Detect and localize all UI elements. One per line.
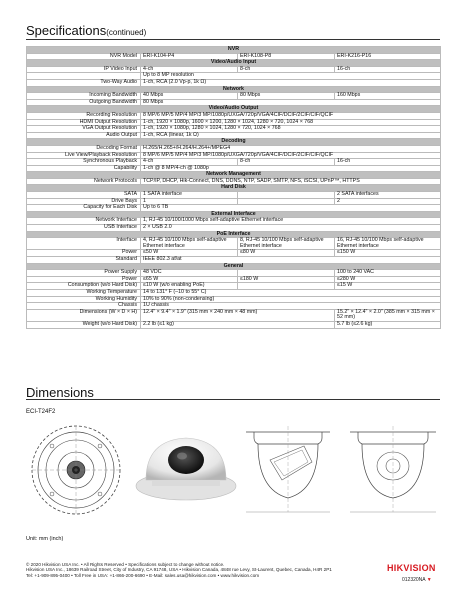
spec-value: H.265/H.265+/H.264/H.264+/MPEG4 xyxy=(141,145,441,152)
spec-label: Power xyxy=(27,250,141,257)
spec-label: Weight (w/o Hard Disk) xyxy=(27,321,141,328)
specifications-rule xyxy=(26,39,440,40)
section-header-row xyxy=(27,47,441,54)
section-header: Video/Audio Input xyxy=(27,60,441,67)
spec-value: 8-ch xyxy=(238,159,335,166)
unit-note: Unit: mm (inch) xyxy=(26,536,64,542)
spec-label: Drive Bays xyxy=(27,198,141,205)
spec-value: 1U chassis xyxy=(141,303,441,310)
spec-value: 16, RJ-45 10/100 Mbps self-adaptive Ethernet interface xyxy=(335,238,441,250)
spec-value: 12.4" × 9.4" × 1.9" (315 mm × 240 mm × 48 mm) xyxy=(141,309,335,321)
camera-model-label: ECI-T24F2 xyxy=(26,409,56,415)
spec-value: 100 to 240 VAC xyxy=(335,270,441,277)
spec-value: 1 xyxy=(141,198,238,205)
spec-value: 1-ch, 1920 × 1080p, 1280 × 1024, 1280 × 720, 1024 × 768 xyxy=(141,126,441,133)
spec-value: 15.2" × 12.4" × 2.0" (385 mm × 315 mm × 52 mm) xyxy=(335,309,441,321)
section-header: NVR xyxy=(27,47,441,54)
document-number xyxy=(402,577,432,583)
spec-value: ≤180 W xyxy=(238,276,335,283)
spec-label: SATA xyxy=(27,192,141,199)
spec-label: Capacity for Each Disk xyxy=(27,205,141,212)
spec-label: NVR Model xyxy=(27,53,141,60)
spec-label: Standard xyxy=(27,257,141,264)
spec-row xyxy=(27,270,441,277)
spec-row xyxy=(27,66,441,73)
spec-value: 1 SATA interface xyxy=(141,192,238,199)
spec-value: 48 VDC xyxy=(141,270,238,277)
section-header: PoE Interface xyxy=(27,231,441,238)
spec-label: Synchronous Playback xyxy=(27,159,141,166)
section-header-row xyxy=(27,60,441,67)
spec-row xyxy=(27,126,441,133)
spec-value xyxy=(238,283,335,290)
triangle-icon: ▼ xyxy=(426,577,432,583)
spec-value: 1, RJ-45 10/100/1000 Mbps self-adaptive Ethernet interface xyxy=(141,218,441,225)
spec-label: HDMI Output Resolution xyxy=(27,119,141,126)
footer-copyright: © 2020 Hikvision USA Inc. • All Rights Reserved • Specifications subject to change without notice. xyxy=(26,562,225,567)
camera-perspective-drawing xyxy=(132,430,240,508)
spec-label: Recording Resolution xyxy=(27,112,141,119)
spec-label: Consumption (w/o Hard Disk) xyxy=(27,283,141,290)
spec-label: Power Supply xyxy=(27,270,141,277)
specifications-subtitle: (continued) xyxy=(106,28,147,37)
spec-label: Outgoing Bandwidth xyxy=(27,99,141,106)
section-header: Hard Disk xyxy=(27,185,441,192)
spec-value: 40 Mbps xyxy=(141,93,238,100)
spec-note: Up to 8 MP resolution xyxy=(141,73,441,80)
spec-value: ≤80 W xyxy=(238,250,335,257)
spec-label: Interface xyxy=(27,238,141,250)
section-header: General xyxy=(27,263,441,270)
spec-value: 80 Mbps xyxy=(238,93,335,100)
footer-contact: Tel: +1-909-895-0400 • Toll Free in USA: +1-866-200-6690 • E-Mail: sales.usa@hikvision.com • www.hikvision.com xyxy=(26,572,260,578)
spec-row xyxy=(27,238,441,250)
spec-value: ERI-K104-P4 xyxy=(141,53,238,60)
spec-label: Working Temperature xyxy=(27,289,141,296)
spec-value: 2.2 lb (≤1 kg) xyxy=(141,321,335,328)
dimensions-title: Dimensions xyxy=(26,385,94,400)
spec-value xyxy=(238,198,335,205)
spec-value: ≤280 W xyxy=(335,276,441,283)
specifications-table-body xyxy=(27,47,441,329)
section-header: Network xyxy=(27,86,441,93)
spec-row xyxy=(27,289,441,296)
spec-row xyxy=(27,296,441,303)
document-number-text: 012320NA xyxy=(402,577,426,583)
spec-label: Capability xyxy=(27,165,141,172)
top-view-drawing xyxy=(26,420,126,520)
spec-value: ERI-K108-P8 xyxy=(238,53,335,60)
spec-value: 4, RJ-45 10/100 Mbps self-adaptive Ethernet interface xyxy=(141,238,238,250)
spec-label: VGA Output Resolution xyxy=(27,126,141,133)
spec-row xyxy=(27,192,441,199)
spec-value: 5.7 lb (≤2.6 kg) xyxy=(335,321,441,328)
spec-label: Dimensions (W × D × H) xyxy=(27,309,141,321)
spec-value: 4-ch xyxy=(141,159,238,166)
section-header-row xyxy=(27,263,441,270)
front-view-drawing xyxy=(346,420,440,520)
spec-note-row xyxy=(27,73,441,80)
spec-label: Decoding Format xyxy=(27,145,141,152)
spec-value: 80 Mbps xyxy=(141,99,441,106)
spec-value: 8-ch xyxy=(238,66,335,73)
specifications-table xyxy=(26,46,441,329)
spec-value: ≤50 W xyxy=(141,250,238,257)
spec-value: 8, RJ-45 10/100 Mbps self-adaptive Ethernet interface xyxy=(238,238,335,250)
hikvision-logo: HIKVISION xyxy=(387,563,436,573)
spec-value: ≤15 W xyxy=(335,283,441,290)
spec-value: Up to 6 TB xyxy=(141,205,441,212)
spec-label: Live View/Playback Resolution xyxy=(27,152,141,159)
spec-label: USB Interface xyxy=(27,225,141,232)
spec-value: ≤65 W xyxy=(141,276,238,283)
spec-value: IEEE 802.3 af/at xyxy=(141,257,441,264)
section-header: External Interface xyxy=(27,211,441,218)
spec-label: Network Protocols xyxy=(27,178,141,185)
spec-value: 16-ch xyxy=(335,66,441,73)
spec-label: Incoming Bandwidth xyxy=(27,93,141,100)
spec-value: 1-ch @ 8 MP/4-ch @ 1080p xyxy=(141,165,441,172)
side-view-drawing xyxy=(240,420,336,520)
spec-row xyxy=(27,309,441,321)
spec-row xyxy=(27,218,441,225)
spec-value: 16-ch xyxy=(335,159,441,166)
spec-value: 160 Mbps xyxy=(335,93,441,100)
spec-value: 1-ch, RCA (linear, 1k Ω) xyxy=(141,132,441,139)
specifications-title: Specifications xyxy=(26,23,107,38)
spec-row xyxy=(27,250,441,257)
section-header: Network Management xyxy=(27,172,441,179)
spec-value: 14 to 131° F (–10 to 55° C) xyxy=(141,289,441,296)
spec-value: 2 xyxy=(335,198,441,205)
spec-value: 2 SATA interfaces xyxy=(335,192,441,199)
spec-row xyxy=(27,159,441,166)
spec-value: 2 × USB 2.0 xyxy=(141,225,441,232)
spec-value: ERI-K216-P16 xyxy=(335,53,441,60)
spec-label: Chassis xyxy=(27,303,141,310)
spec-label: Power xyxy=(27,276,141,283)
footer-legal xyxy=(26,562,356,578)
spec-value: 1-ch, 1920 × 1080p, 1600 × 1200, 1280 × 1024, 1280 × 720, 1024 × 768 xyxy=(141,119,441,126)
spec-value: 8 MP/6 MP/5 MP/4 MP/3 MP/1080p/UXGA/720p/VGA/4CIF/DCIF/2CIF/CIF/QCIF xyxy=(141,112,441,119)
spec-label: Network Interface xyxy=(27,218,141,225)
footer-address: Hikvision USA Inc., 18639 Railroad Street, City of Industry, CA 91748, USA • Hikvision Canada, 4848 rue Levy, St-Laurent, Quebec, Canada, H4R 2P1 xyxy=(26,567,332,573)
spec-value xyxy=(238,192,335,199)
spec-value: 10% to 90% (non-condensing) xyxy=(141,296,441,303)
spec-value-main: 4-ch xyxy=(143,65,154,72)
spec-row xyxy=(27,145,441,152)
spec-value: 8 MP/6 MP/5 MP/4 MP/3 MP/1080p/UXGA/720p/VGA/4CIF/DCIF/2CIF/CIF/QCIF xyxy=(141,152,441,159)
spec-label: Working Humidity xyxy=(27,296,141,303)
spec-value: TCP/IP, DHCP, Hik-Connect, DNS, DDNS, NTP, SADP, SMTP, NFS, iSCSI, UPnP™, HTTPS xyxy=(141,178,441,185)
specifications-heading xyxy=(26,22,146,40)
section-header: Decoding xyxy=(27,139,441,146)
section-header-row xyxy=(27,139,441,146)
spec-value: ≤10 W (w/o enabling PoE) xyxy=(141,283,238,290)
dimensions-rule xyxy=(26,399,440,400)
spec-label: Audio Output xyxy=(27,132,141,139)
spec-label: IP Video Input xyxy=(27,66,141,73)
spec-value: ≤150 W xyxy=(335,250,441,257)
spec-row xyxy=(27,321,441,328)
spec-label: Two-Way Audio xyxy=(27,79,141,86)
spec-value: 1-ch, RCA (2.0 Vp-p, 1k Ω) xyxy=(141,79,441,86)
section-header: Video/Audio Output xyxy=(27,106,441,113)
